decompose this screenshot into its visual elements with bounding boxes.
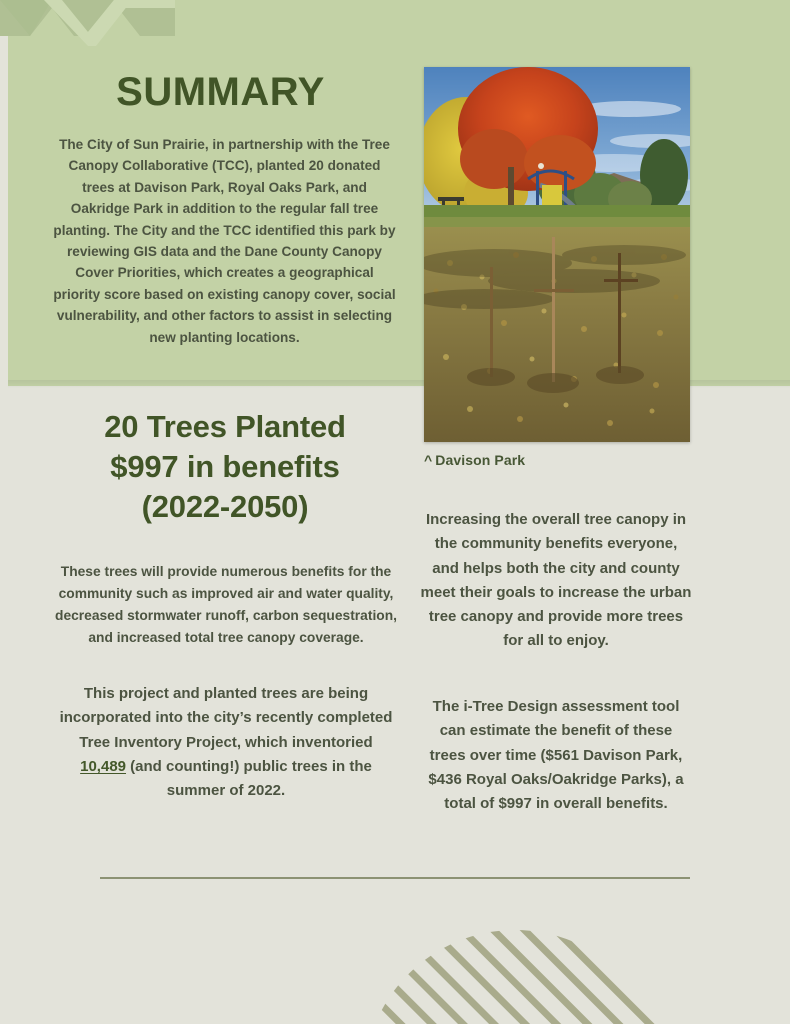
caret-up-icon: ^ — [424, 452, 433, 468]
stat-headline-line3: (2022-2050) — [141, 489, 309, 524]
left-column-paragraph-2 — [58, 682, 394, 803]
photo-caption-label: Davison Park — [435, 452, 526, 468]
stat-headline — [40, 407, 410, 527]
summary-heading: SUMMARY — [116, 70, 325, 114]
stat-headline-line1: 20 Trees Planted — [104, 409, 346, 444]
left-column-paragraph-1: These trees will provide numerous benefits for the community such as improved air and water quality, decreased stormwater runoff, carbon sequestration, and increased total tree canopy coverage. — [55, 564, 397, 645]
section-divider — [100, 877, 690, 879]
park-photo-illustration — [424, 67, 690, 442]
right-column-paragraph-1: Increasing the overall tree canopy in the community benefits everyone, and helps both the city and county meet their goals to increase the urban tree canopy and provide more trees for all to enjoy. — [420, 511, 692, 650]
left-para2-before: This project and planted trees are being incorporated into the city’s recently completed Tree Inventory Project, which inventoried — [59, 685, 393, 751]
right-column-paragraph-2: The i-Tree Design assessment tool can estimate the benefit of these trees over time ($561 Davison Park, $436 Royal Oaks/Oakridge Parks), a total of $997 in overall benefits. — [428, 698, 684, 813]
photo-caption — [424, 452, 525, 468]
davison-park-photo — [424, 67, 690, 442]
left-para2-after: (and counting!) public trees in the summer of 2022. — [126, 757, 372, 800]
stat-headline-line2: $997 in benefits — [110, 449, 340, 484]
striped-circle-decoration — [364, 930, 666, 1024]
chevron-zigzag-light-icon — [0, 0, 175, 46]
tree-inventory-count: 10,489 — [80, 757, 127, 775]
summary-body-text: The City of Sun Prairie, in partnership with the Tree Canopy Collaborative (TCC), planted 20 donated trees at Davison Park, Royal Oaks Park, and Oakridge Park in addition to the regular fall tree planting. The City and the TCC identified this park by reviewing GIS data and the Dane County Canopy Cover Priorities, which creates a geographical priority score based on existing canopy cover, social vulnerability, and other factors to assist in selecting new planting locations. — [53, 137, 396, 345]
diagonal-stripes-icon — [364, 930, 666, 1024]
